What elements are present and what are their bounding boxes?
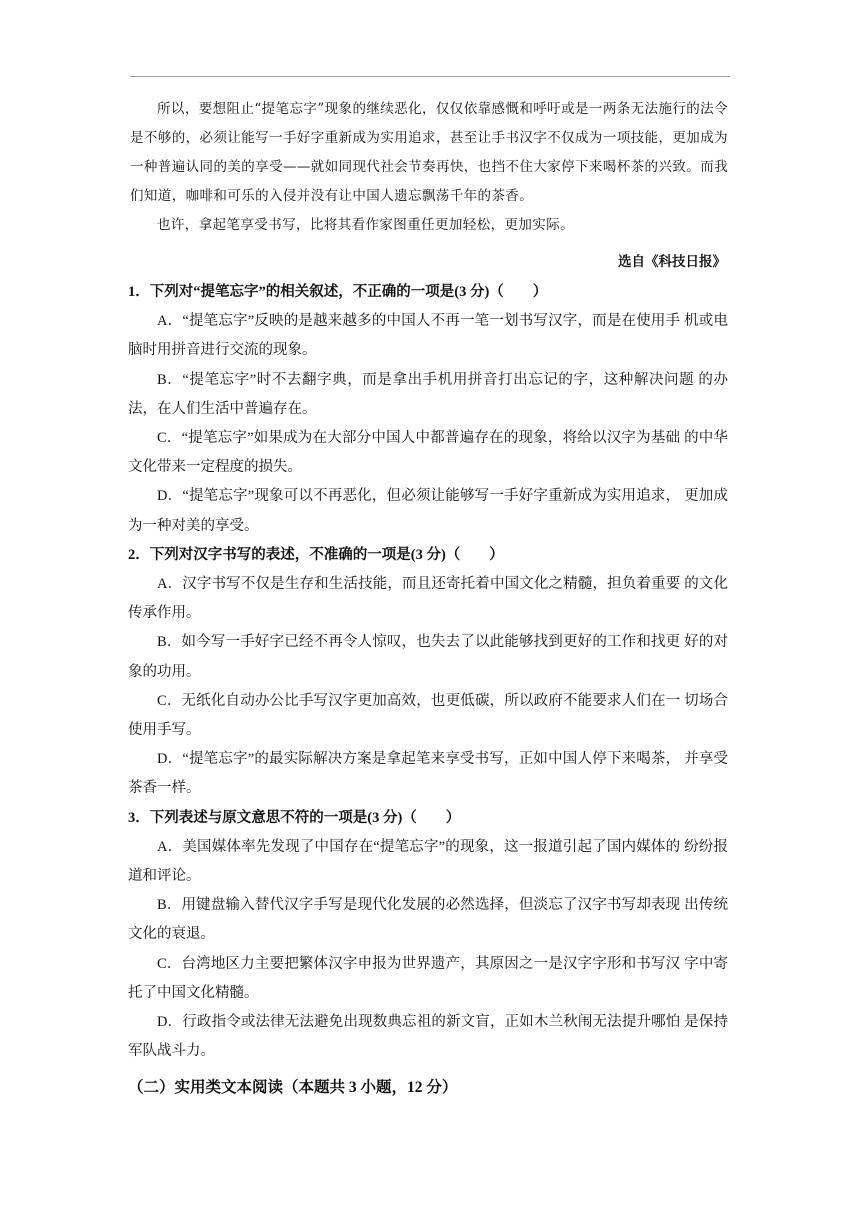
option-b: B．如今写一手好字已经不再令人惊叹，也失去了以此能够找到更好的工作和找更 好的对象的功用。 [128, 634, 728, 680]
passage [130, 95, 728, 240]
question-3 [128, 804, 728, 1067]
passage-source: 选自《科技日报》 [618, 254, 726, 270]
option-b: B．“提笔忘字”时不去翻字典，而是拿出手机用拼音打出忘记的字，这种解决问题 的办法，在人们生活中普遍存在。 [128, 371, 728, 417]
question-stem: 2．下列对汉字书写的表述，不准确的一项是(3 分)（ ） [128, 546, 504, 563]
option-d: D．行政指令或法律无法避免出现数典忘祖的新文盲，正如木兰秋闱无法提升哪怕 是保持军队战斗力。 [128, 1014, 728, 1060]
question-stem: 1．下列对“提笔忘字”的相关叙述，不正确的一项是(3 分)（ ） [128, 284, 548, 300]
option-a: A．“提笔忘字”反映的是越来越多的中国人不再一笔一划书写汉字，而是在使用手 机或电脑时用拼音进行交流的现象。 [128, 313, 728, 359]
option-b: B．用键盘输入替代汉字手写是现代化发展的必然选择，但淡忘了汉字书写却表现 出传统文化的衰退。 [128, 897, 728, 943]
option-d: D．“提笔忘字”现象可以不再恶化，但必须让能够写一手好字重新成为实用追求， 更加成为一种对美的享受。 [128, 488, 728, 534]
passage-paragraph-1: 所以，要想阻止“提笔忘字”现象的继续恶化，仅仅依靠感慨和呼吁或是一两条无法施行的法令是不够的，必须让能写一手好字重新成为实用追求，甚至让手书汉字不仅成为一项技能，更加成为一种普遍认同的美的享受——就如同现代社会节奏再快，也挡不住大家停下来喝杯茶的兴致。而我们知道，咖啡和可乐的入侵并没有让中国人遗忘飘荡千年的茶香。 [130, 101, 728, 204]
option-d: D．“提笔忘字”的最实际解决方案是拿起笔来享受书写，正如中国人停下来喝茶， 并享受茶香一样。 [128, 751, 728, 797]
option-a: A．美国媒体率先发现了中国存在“提笔忘字”的现象，这一报道引起了国内媒体的 纷纷报道和评论。 [128, 838, 728, 885]
header-rule [130, 76, 730, 77]
option-c: C．无纸化自动办公比手写汉字更加高效，也更低碳，所以政府不能要求人们在一 切场合使用手写。 [128, 692, 728, 739]
section-heading: （二）实用类文本阅读（本题共 3 小题，12 分） [128, 1079, 458, 1096]
question-1 [128, 278, 728, 541]
question-list [128, 278, 728, 1066]
option-c: C．台湾地区力主要把繁体汉字申报为世界遗产，其原因之一是汉字字形和书写汉 字中寄托了中国文化精髓。 [128, 955, 728, 1001]
option-a: A．汉字书写不仅是生存和生活技能，而且还寄托着中国文化之精髓，担负着重要 的文化传承作用。 [128, 576, 728, 622]
question-stem: 3．下列表述与原文意思不符的一项是(3 分)（ ） [128, 809, 461, 826]
option-c: C．“提笔忘字”如果成为在大部分中国人中都普遍存在的现象，将给以汉字为基础 的中华文化带来一定程度的损失。 [128, 430, 728, 476]
passage-paragraph-2: 也许，拿起笔享受书写，比将其看作家图重任更加轻松，更加实际。 [157, 217, 574, 233]
question-2 [128, 541, 728, 804]
